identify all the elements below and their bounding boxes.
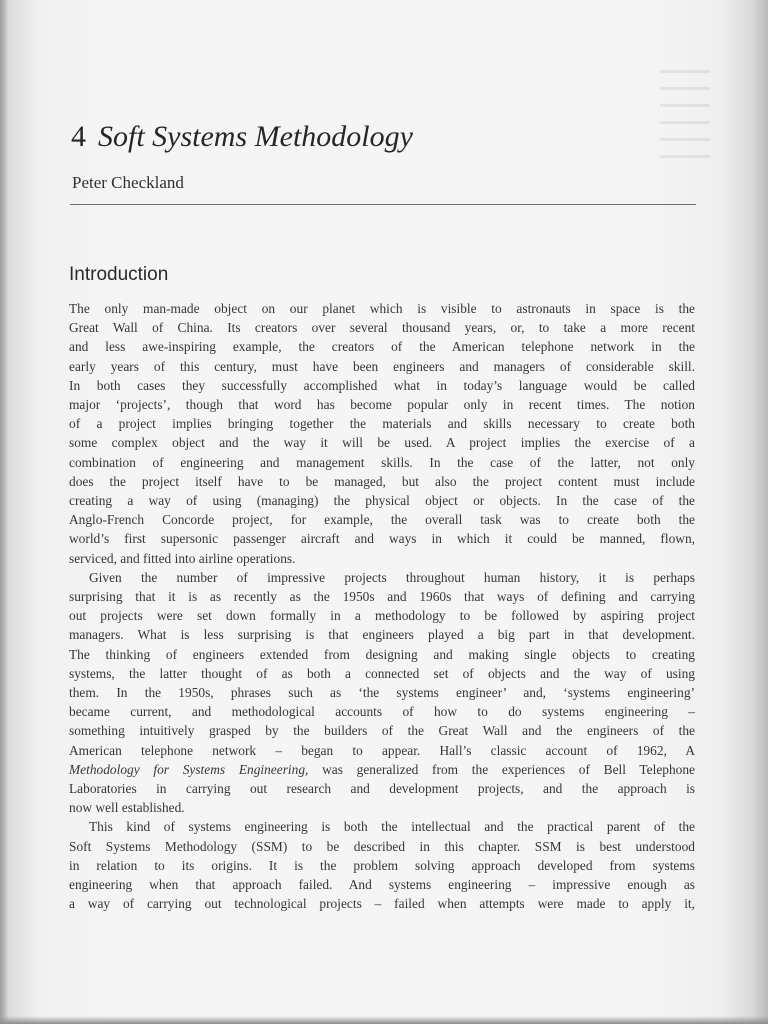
page-edge-shadow-bottom: [0, 1016, 768, 1024]
text-line: The only man-made object on our planet which is visible to astronauts in space is the: [69, 301, 695, 316]
text-line: does the project itself have to be managed, but also the project content must include: [69, 473, 695, 489]
chapter-number: 4: [71, 120, 86, 153]
text-line: systems, the latter thought of as both a connected set of objects and the way of using: [69, 665, 695, 681]
text-line: [69, 760, 695, 779]
show-through-bleed: [660, 56, 710, 236]
section-heading: Introduction: [69, 264, 169, 285]
text-line: This kind of systems engineering is both the intellectual and the practical parent of the: [89, 819, 695, 835]
text-line: major ‘projects’, though that word has become popular only in recent times. The notion: [69, 397, 695, 413]
title-divider: [70, 204, 696, 205]
text-line: a way of carrying out technological projects – failed when attempts were made to apply it,: [69, 896, 695, 912]
text-line: Given the number of impressive projects throughout human history, it is perhaps: [89, 569, 695, 585]
text-line: out projects were set down formally in a methodology to be followed by aspiring project: [69, 608, 695, 624]
text-line: and less awe-inspiring example, the creators of the American telephone network in the: [69, 339, 695, 355]
chapter-author: Peter Checkland: [72, 173, 184, 192]
text-line: combination of engineering and management skills. In the case of the latter, not only: [69, 454, 695, 470]
text-line: managers. What is less surprising is that engineers played a big part in that development.: [69, 627, 695, 643]
text-line: something intuitively grasped by the builders of the Great Wall and the engineers of the: [69, 723, 695, 739]
text-line-rest: was generalized from the experiences of Bell Telephone: [308, 761, 696, 777]
text-line: The thinking of engineers extended from designing and making single objects to creating: [69, 646, 695, 662]
text-line: early years of this century, must have been engineers and managers of considerable skill.: [69, 358, 695, 374]
text-line: creating a way of using (managing) the physical object or objects. In the case of the: [69, 493, 695, 509]
page-edge-shadow-left: [0, 0, 8, 1024]
body-text: [69, 299, 695, 914]
text-line: Soft Systems Methodology (SSM) to be described in this chapter. SSM is best understood: [69, 838, 695, 854]
text-line: serviced, and fitted into airline operations.: [69, 550, 296, 566]
text-line: world’s first supersonic passenger aircraft and ways in which it could be manned, flown,: [69, 531, 695, 547]
text-line: now well established.: [69, 800, 185, 816]
text-line: some complex object and the way it will be used. A project implies the exercise of a: [69, 435, 695, 451]
text-line: Anglo-French Concorde project, for example, the overall task was to create both the: [69, 512, 695, 528]
chapter-name: Soft Systems Methodology: [98, 120, 413, 153]
text-line: became current, and methodological accounts of how to do systems engineering –: [69, 704, 695, 720]
text-line: engineering when that approach failed. And systems engineering – impressive enough as: [69, 877, 695, 893]
text-line: them. In the 1950s, phrases such as ‘the systems engineer’ and, ‘systems engineering’: [69, 685, 695, 701]
book-title: Methodology for Systems Engineering,: [69, 761, 309, 777]
text-line: surprising that it is as recently as the 1950s and 1960s that ways of defining and carrying: [69, 589, 695, 605]
text-line: Great Wall of China. Its creators over several thousand years, or, to take a more recent: [69, 320, 695, 336]
text-line: Laboratories in carrying out research and development projects, and the approach is: [69, 781, 695, 797]
text-line: American telephone network – began to appear. Hall’s classic account of 1962, A: [69, 742, 695, 758]
text-line: of a project implies bringing together the materials and skills necessary to create both: [69, 416, 695, 432]
chapter-title: [71, 119, 413, 155]
text-line: in relation to its origins. It is the problem solving approach developed from systems: [69, 857, 695, 873]
text-line: In both cases they successfully accomplished what in today’s language would be called: [69, 377, 695, 393]
